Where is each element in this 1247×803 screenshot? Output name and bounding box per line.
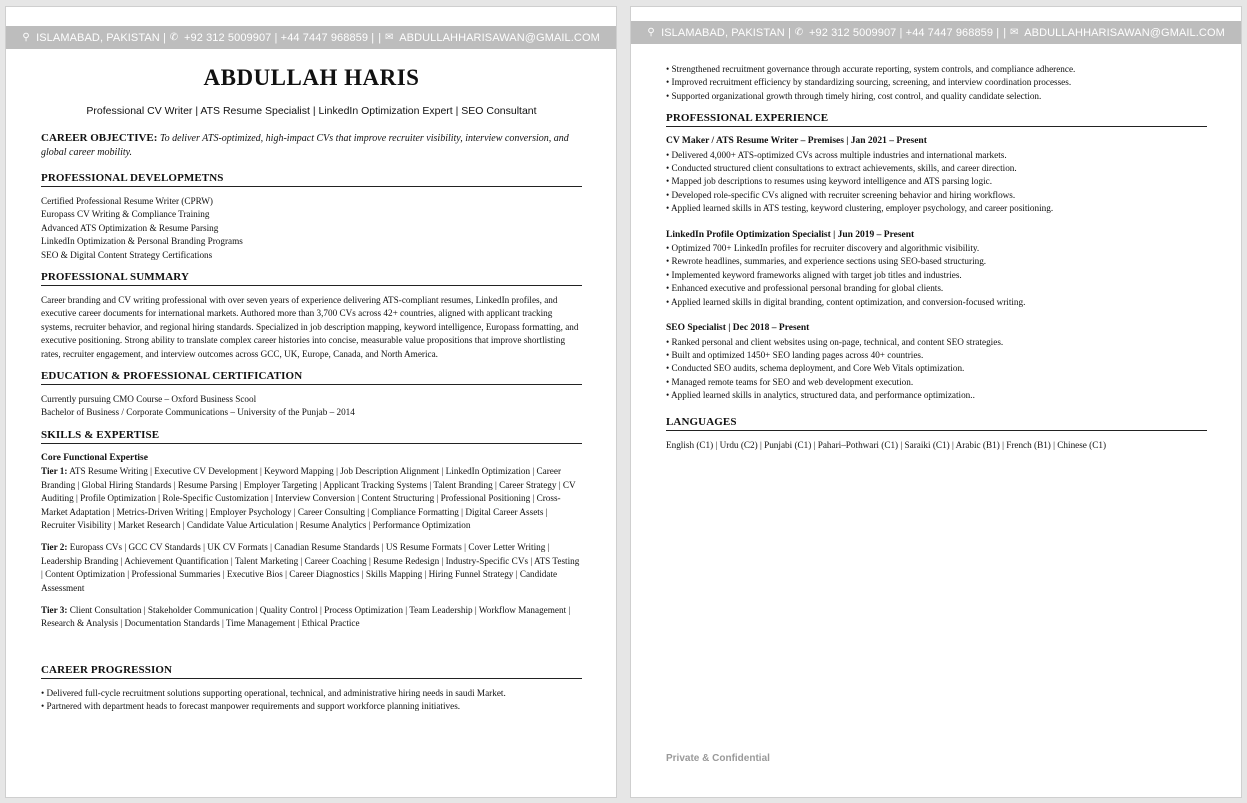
- section-heading-skills: SKILLS & EXPERTISE: [41, 429, 582, 444]
- contact-phones: +92 312 5009907 | +44 7447 968859 |: [183, 31, 375, 44]
- list-item: • Improved recruitment efficiency by standardizing sourcing, screening, and interview coordination processes.: [666, 77, 1072, 88]
- contact-phones: +92 312 5009907 | +44 7447 968859 |: [808, 26, 1000, 39]
- skills-tier-3: [41, 604, 582, 631]
- email-icon: ✉: [384, 32, 394, 43]
- list-item: • Optimized 700+ LinkedIn profiles for recruiter discovery and algorithmic visibility.: [666, 243, 980, 254]
- candidate-tagline: Professional CV Writer | ATS Resume Specialist | LinkedIn Optimization Expert | SEO Consultant: [86, 105, 537, 117]
- list-item: • Conducted SEO audits, schema deployment, and Core Web Vitals optimization.: [666, 363, 965, 374]
- list-item: • Ranked personal and client websites using on-page, technical, and content SEO strategies.: [666, 336, 1004, 347]
- page-2-content: [666, 63, 1207, 452]
- experience-role-seo: [666, 322, 1207, 402]
- phone-icon: ✆: [169, 32, 179, 43]
- developments-list: [41, 195, 582, 262]
- list-item: Advanced ATS Optimization & Resume Parsing: [41, 222, 219, 233]
- progression-list-part-2: [666, 63, 1207, 103]
- list-item: • Conducted structured client consultations to extract achievements, skills, and career direction.: [666, 163, 1017, 174]
- contact-location: ISLAMABAD, PAKISTAN |: [661, 26, 791, 39]
- contact-bar: [6, 26, 616, 49]
- tier-label: Tier 2:: [41, 542, 68, 553]
- contact-bar: [631, 21, 1241, 44]
- list-item: LinkedIn Optimization & Personal Branding Programs: [41, 236, 243, 247]
- list-item: • Delivered full-cycle recruitment solutions supporting operational, technical, and administrative hiring needs in saudi Market.: [41, 687, 506, 698]
- role-title: LinkedIn Profile Optimization Specialist | Jun 2019 – Present: [666, 229, 915, 240]
- summary-text: Career branding and CV writing professional with over seven years of experience delivering ATS-compliant resumes, LinkedIn profiles, and executive career documents for international markets. Authored more than 3,700 CVs across 42+ countries, aligned with applicant tracking systems, recruiter behavior, and regional hiring standards. Specialized in job description mapping, keyword intelligence, Europass formatting, and executive positioning. Strong ability to translate complex career histories into concise, measurable value propositions that improve shortlisting rates, recruiter engagement, and interview outcomes across GCC, UK, Europe, Canada, and North America.: [41, 295, 579, 359]
- section-heading-languages: LANGUAGES: [666, 416, 1207, 431]
- experience-role-cv-maker: [666, 135, 1207, 215]
- list-item: • Delivered 4,000+ ATS-optimized CVs across multiple industries and international markets.: [666, 149, 1007, 160]
- spacer: [41, 640, 582, 664]
- list-item: • Applied learned skills in digital branding, content optimization, and conversion-focused writing.: [666, 296, 1026, 307]
- list-item: • Enhanced executive and professional personal branding for global clients.: [666, 283, 944, 294]
- tier-label: Tier 3:: [41, 604, 68, 615]
- list-item: • Mapped job descriptions to resumes using keyword intelligence and ATS parsing logic.: [666, 176, 992, 187]
- list-item: Europass CV Writing & Compliance Training: [41, 209, 210, 220]
- list-item: • Supported organizational growth through timely hiring, cost control, and quality candidate selection.: [666, 90, 1042, 101]
- list-item: • Built and optimized 1450+ SEO landing pages across 40+ countries.: [666, 349, 924, 360]
- section-heading-progression: CAREER PROGRESSION: [41, 664, 582, 679]
- progression-list-part-1: [41, 687, 582, 714]
- section-heading-summary: PROFESSIONAL SUMMARY: [41, 271, 582, 286]
- confidential-footer: Private & Confidential: [666, 753, 770, 764]
- career-objective: [41, 131, 582, 160]
- contact-email[interactable]: ABDULLAHHARISAWAN@GMAIL.COM: [399, 31, 600, 44]
- resume-page-2: [630, 6, 1242, 798]
- section-heading-developments: PROFESSIONAL DEVELOPMETNS: [41, 172, 582, 187]
- objective-text: To deliver ATS-optimized, high-impact CVs that improve recruiter visibility, interview conversion, and global career mobility.: [41, 133, 569, 158]
- skills-subheading: Core Functional Expertise: [41, 452, 148, 463]
- email-icon: ✉: [1009, 27, 1019, 38]
- skills-tier-1: [41, 465, 582, 532]
- tier-text: ATS Resume Writing | Executive CV Development | Keyword Mapping | Job Description Alignment | LinkedIn Optimization | Career Branding | Global Hiring Standards | Resume Parsing | Employer Targeting | Applicant Tracking Systems | Talent Branding | Career Strategy | CV Auditing | Profile Optimization | Role-Specific Customization | Interview Conversion | Content Structuring | Professional Positioning | Cross-Market Adaptation | Metrics-Driven Writing | Employer Psychology | Career Consulting | Compliance Formatting | Digital Career Assets | Recruiter Visibility | Market Research | Candidate Value Articulation | Resume Analytics | Performance Optimization: [41, 466, 576, 530]
- list-item: Certified Professional Resume Writer (CPRW): [41, 196, 213, 206]
- contact-divider: |: [1003, 26, 1007, 39]
- list-item: • Managed remote teams for SEO and web development execution.: [666, 376, 914, 387]
- list-item: • Applied learned skills in ATS testing, keyword clustering, employer psychology, and career positioning.: [666, 203, 1054, 214]
- list-item: • Applied learned skills in analytics, structured data, and performance optimization..: [666, 390, 975, 401]
- experience-role-linkedin: [666, 229, 1207, 309]
- section-heading-education: EDUCATION & PROFESSIONAL CERTIFICATION: [41, 370, 582, 385]
- list-item: • Rewrote headlines, summaries, and experience sections using SEO-based structuring.: [666, 256, 987, 267]
- candidate-name: ABDULLAH HARIS: [203, 65, 420, 90]
- objective-label: CAREER OBJECTIVE:: [41, 132, 158, 144]
- page-1-content: [41, 65, 582, 714]
- list-item: • Strengthened recruitment governance through accurate reporting, system controls, and compliance adherence.: [666, 64, 1076, 74]
- list-item: • Implemented keyword frameworks aligned with target job titles and industries.: [666, 269, 962, 280]
- skills-tier-2: [41, 541, 582, 595]
- location-pin-icon: ⚲: [22, 32, 30, 43]
- list-item: • Developed role-specific CVs aligned with recruiter screening behavior and hiring workflows.: [666, 189, 1016, 200]
- list-item: Currently pursuing CMO Course – Oxford Business Scool: [41, 394, 257, 405]
- resume-page-1: [5, 6, 617, 798]
- contact-email[interactable]: ABDULLAHHARISAWAN@GMAIL.COM: [1024, 26, 1225, 39]
- education-list: [41, 393, 582, 420]
- location-pin-icon: ⚲: [647, 27, 655, 38]
- tier-text: Client Consultation | Stakeholder Communication | Quality Control | Process Optimization | Team Leadership | Workflow Management | Research & Analysis | Documentation Standards | Time Management | Ethical Practice: [41, 604, 571, 629]
- list-item: Bachelor of Business / Corporate Communications – University of the Punjab – 2014: [41, 407, 355, 418]
- list-item: SEO & Digital Content Strategy Certifications: [41, 249, 213, 260]
- role-title: SEO Specialist | Dec 2018 – Present: [666, 323, 810, 334]
- role-title: CV Maker / ATS Resume Writer – Premises | Jan 2021 – Present: [666, 136, 927, 147]
- phone-icon: ✆: [794, 27, 804, 38]
- languages-text: English (C1) | Urdu (C2) | Punjabi (C1) | Pahari–Pothwari (C1) | Saraiki (C1) | Arabic (B1) | French (B1) | Chinese (C1): [666, 439, 1107, 450]
- tier-text: Europass CVs | GCC CV Standards | UK CV Formats | Canadian Resume Standards | US Resume Formats | Cover Letter Writing | Leadership Branding | Achievement Quantification | Talent Marketing | Career Coaching | Resume Redesign | Industry-Specific CVs | ATS Testing | Content Optimization | Professional Summaries | Executive Bios | Career Diagnostics | Skills Mapping | Hiring Funnel Strategy | Candidate Assessment: [41, 542, 580, 593]
- tier-label: Tier 1:: [41, 466, 68, 477]
- contact-divider: |: [378, 31, 382, 44]
- section-heading-experience: PROFESSIONAL EXPERIENCE: [666, 112, 1207, 127]
- list-item: • Partnered with department heads to forecast manpower requirements and support workforce planning initiatives.: [41, 701, 461, 712]
- contact-location: ISLAMABAD, PAKISTAN |: [36, 31, 166, 44]
